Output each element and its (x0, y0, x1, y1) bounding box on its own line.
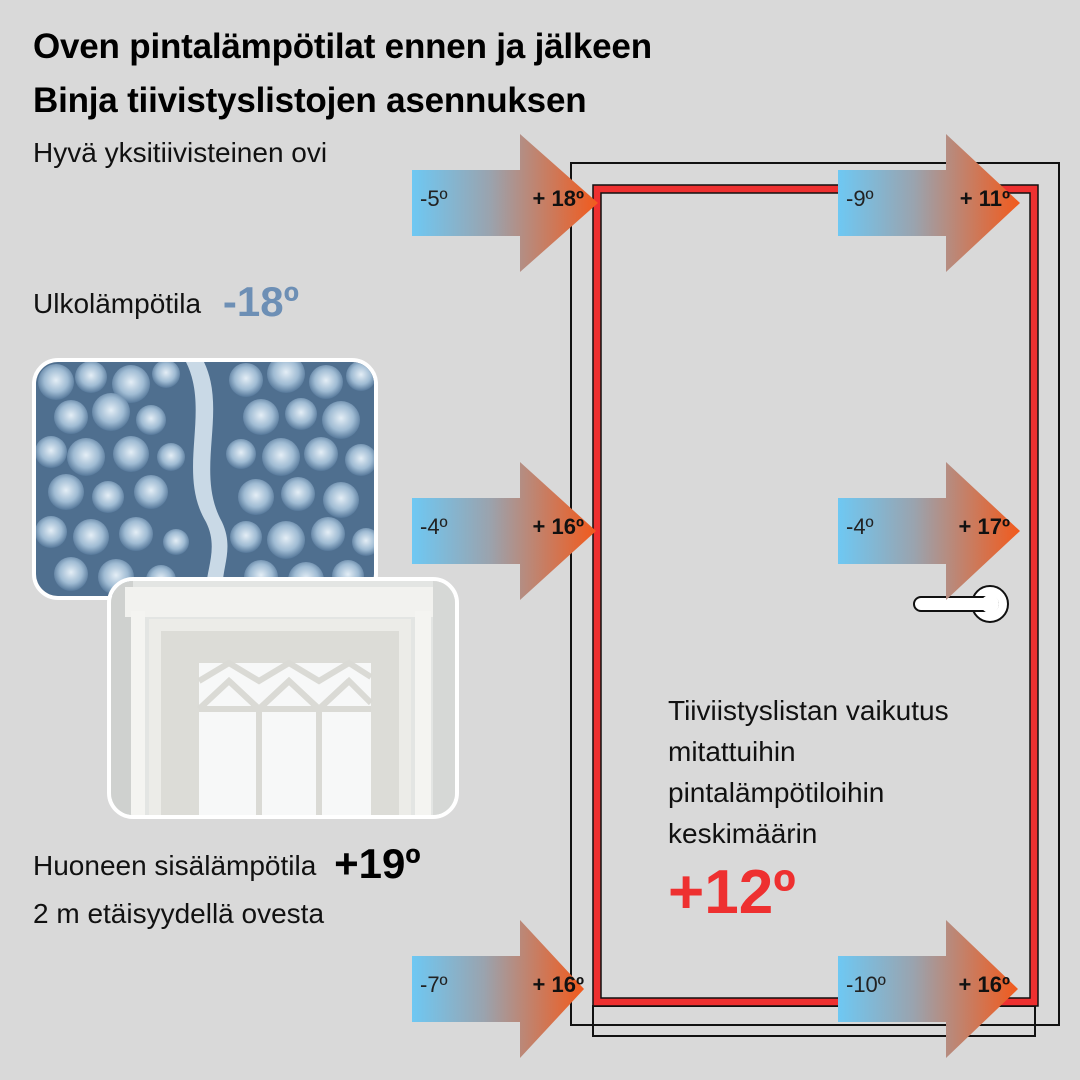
indoor-temperature-label: Huoneen sisälämpötila (33, 850, 317, 881)
temperature-after: + 11º (959, 186, 1010, 211)
indoor-distance-note: 2 m etäisyydellä ovesta (33, 898, 325, 929)
temperature-after: + 16º (532, 972, 584, 997)
measurement-bottom-right (838, 920, 1028, 1058)
temperature-before: -4º (420, 514, 448, 539)
outdoor-temperature-label: Ulkolämpötila (33, 288, 202, 319)
temperature-after: + 18º (532, 186, 584, 211)
measurement-middle-left (412, 462, 602, 600)
temperature-before: -4º (846, 514, 874, 539)
temperature-after: + 16º (958, 972, 1010, 997)
title-line-1: Oven pintalämpötilat ennen ja jälkeen (33, 27, 652, 66)
door-type-label: Hyvä yksitiivisteinen ovi (33, 137, 328, 168)
measurement-middle-right (838, 462, 1028, 600)
effect-text-line: pintalämpötiloihin (668, 777, 885, 808)
temperature-before: -10º (846, 972, 886, 997)
measurement-top-left (412, 134, 602, 272)
measurement-bottom-left (412, 920, 602, 1058)
temperature-before: -5º (420, 186, 448, 211)
effect-text-line: keskimäärin (668, 818, 818, 849)
seal-effect-summary (668, 690, 1008, 930)
effect-text-line: Tiiviistyslistan vaikutus (668, 695, 949, 726)
outdoor-temperature-value: -18º (222, 278, 299, 325)
effect-average-value: +12º (668, 858, 796, 927)
temperature-before: -7º (420, 972, 448, 997)
effect-text-line: mitattuihin (668, 736, 796, 767)
temperature-after: + 17º (958, 514, 1010, 539)
indoor-temperature-value: +19º (334, 840, 421, 887)
temperature-after: + 16º (532, 514, 584, 539)
temperature-before: -9º (846, 186, 874, 211)
measurement-top-right (838, 134, 1028, 272)
title-line-2: Binja tiivistyslistojen asennuksen (33, 81, 587, 120)
